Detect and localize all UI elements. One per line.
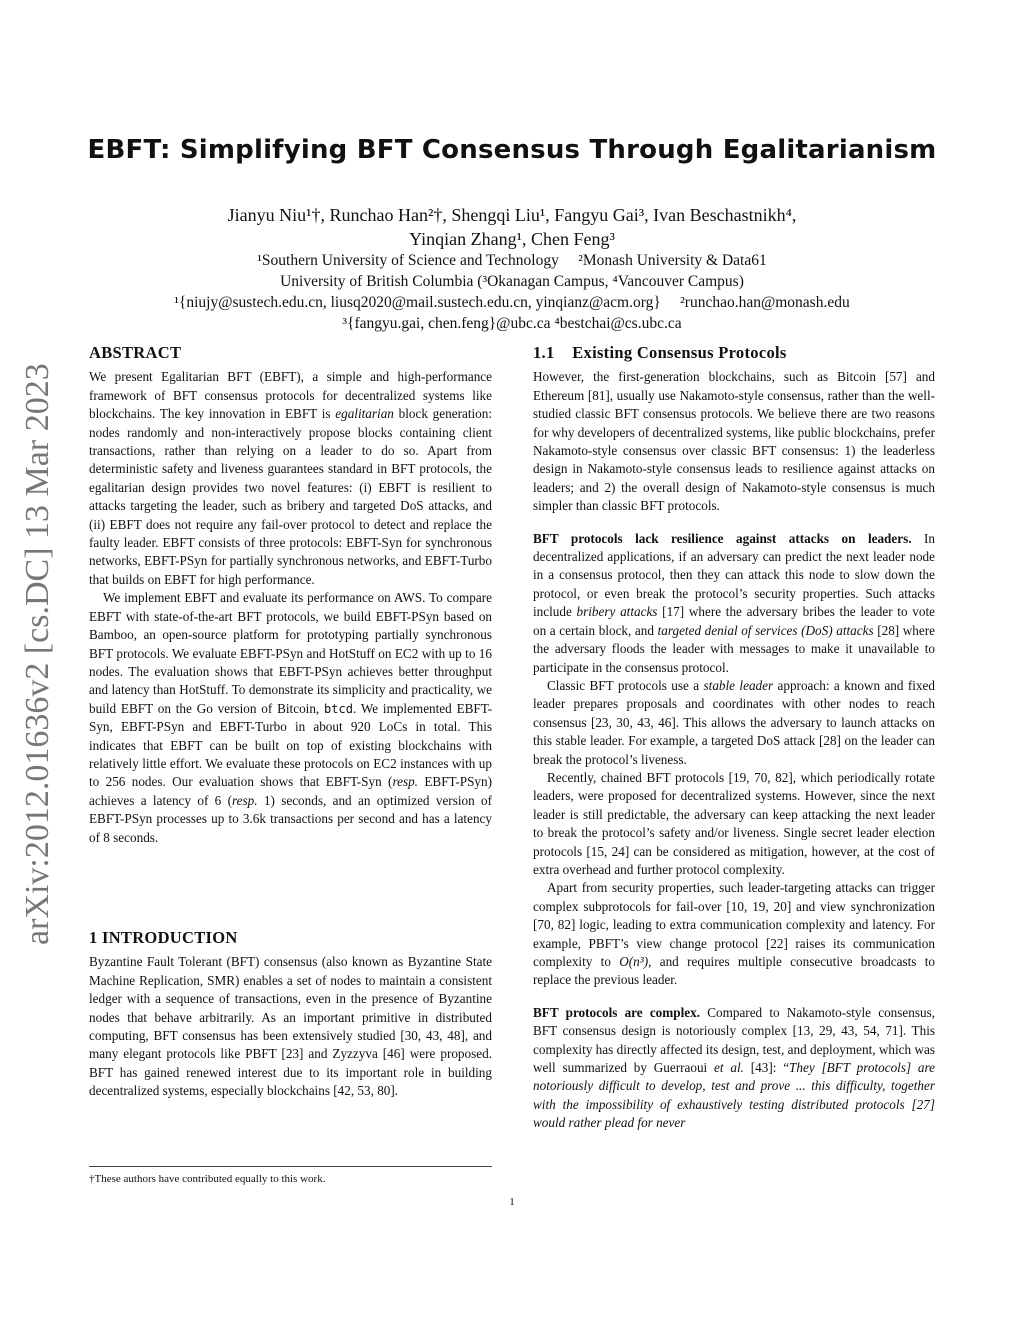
abstract-heading: ABSTRACT	[89, 343, 182, 362]
affiliation-line-1: ¹Southern University of Science and Technology ²Monash University & Data61	[257, 252, 767, 269]
affiliation-line-4: ³{fangyu.gai, chen.feng}@ubc.ca ⁴bestchai@cs.ubc.ca	[342, 315, 682, 332]
section-1-1	[533, 344, 935, 1133]
section-1-1-paragraph-5: Apart from security properties, such leader-targeting attacks can trigger complex subprotocols for fail-over [10, 19, 20] and view synchronization [70, 82] logic, leading to extra communication complexity and latency. For example, PBFT’s view change protocol [22] raises its communication complexity to O(n³), and requires multiple consecutive broadcasts to replace the previous leader.	[533, 880, 935, 988]
section-1-1-paragraph-2: BFT protocols lack resilience against attacks on leaders. In decentralized applications, if an adversary can predict the next leader node in a consensus protocol, then they can attack this node to slow down the protocol, or even break the protocol’s security properties. Such attacks include bribery attacks [17] where the adversary bribes the leader to vote on a certain block, and targeted denial of services (DoS) attacks [28] where the adversary floods the leader with messages to make it unavailable to participate in the consensus protocol.	[533, 530, 936, 675]
abstract-paragraph-1: We present Egalitarian BFT (EBFT), a simple and high-performance framework of BFT consensus protocols for decentralized systems like blockchains. The key innovation in EBFT is egalitarian block generation: nodes randomly and non-interactively propose blocks containing client transactions, rather than relying on a leader to do so. Apart from deterministic safety and liveness guarantees standard in BFT protocols, the egalitarian design provides two novel features: (i) EBFT is resilient to attacks targeting the leader, such as bribery and targeted DoS attacks, and (ii) EBFT does not require any fail-over protocol to detect and replace the faulty leader. EBFT consists of three protocols: EBFT-Syn for synchronous networks, EBFT-PSyn for partially synchronous networks, and EBFT-Turbo that builds on EBFT for high performance.	[89, 369, 492, 587]
paper-title: EBFT: Simplifying BFT Consensus Through Egalitarianism	[87, 135, 937, 165]
section-1-1-paragraph-4: Recently, chained BFT protocols [19, 70, 82], which periodically rotate leaders, were proposed for decentralized systems. However, since the next leader is still predictable, the adversary can keep attacking the next leader to break the protocol’s safety and/or liveness. Single secret leader election protocols [15, 24] can be considered as mitigation, however, at the cost of extra overhead and further protocol complexity.	[533, 769, 935, 877]
section-1-1-paragraph-3: Classic BFT protocols use a stable leader approach: a known and fixed leader prepares proposals and coordinates with other nodes to reach consensus [23, 30, 43, 46]. This allows the adversary to launch attacks on this stable leader. For example, a targeted DoS attack [28] on the leader can break the protocol’s liveness.	[533, 677, 935, 767]
arxiv-identifier: arXiv:2012.01636v2 [cs.DC] 13 Mar 2023	[19, 363, 56, 945]
abstract-paragraph-2: We implement EBFT and evaluate its performance on AWS. To compare EBFT with state-of-the-art BFT protocols, we build EBFT-PSyn based on Bamboo, an open-source platform for prototyping partially synchronous BFT protocols. We evaluate EBFT-PSyn and HotStuff on EC2 with up to 16 nodes. The evaluation shows that EBFT-PSyn achieves better throughput and latency than HotStuff. To demonstrate its simplicity and practicality, we build EBFT on the Go version of Bitcoin, btcd. We implemented EBFT-Syn, EBFT-PSyn and EBFT-Turbo in about 920 LoCs in total. This indicates that EBFT can be built on top of existing blockchains with relatively little effort. We evaluate these protocols on EC2 instances with up to 256 nodes. Our evaluation shows that EBFT-Syn (resp. EBFT-PSyn) achieves a latency of 6 (resp. 1) seconds, and an optimized version of EBFT-PSyn processes up to 3.6k transactions per second and has a latency of 8 seconds.	[89, 590, 493, 845]
introduction-paragraph-1: Byzantine Fault Tolerant (BFT) consensus (also known as Byzantine State Machine Replication, SMR) enables a set of nodes to maintain a consistent ledger with a sequence of transactions, even in the presence of Byzantine nodes that behave arbitrarily. As an important primitive in distributed computing, BFT consensus has been extensively studied [30, 43, 48], and many elegant protocols like PBFT [23] and Zyzzyva [46] were proposed. BFT has gained renewed interest due to its important role in building decentralized systems, especially blockchains [42, 53, 80].	[89, 954, 492, 1099]
affiliation-line-3: ¹{niujy@sustech.edu.cn, liusq2020@mail.sustech.edu.cn, yinqianz@acm.org} ²runchao.han@monash.edu	[174, 294, 850, 311]
footnote-rule	[89, 1166, 492, 1167]
affiliations	[0, 250, 1024, 334]
introduction-section	[89, 929, 492, 1101]
abstract-section	[89, 344, 492, 847]
authors-line-2: Yinqian Zhang¹, Chen Feng³	[409, 229, 615, 249]
introduction-heading: 1 INTRODUCTION	[89, 928, 238, 947]
footnote: †These authors have contributed equally to this work.	[89, 1173, 326, 1185]
section-1-1-paragraph-1: However, the first-generation blockchains, such as Bitcoin [57] and Ethereum [81], usually use Nakamoto-style consensus, rather than the well-studied classic BFT consensus protocols. We believe there are two reasons for why developers of decentralized systems, like public blockchains, prefer Nakamoto-style consensus over classic BFT consensus: 1) the leaderless design in Nakamoto-style consensus leads to resilience against attacks on leaders; and 2) the overall design of Nakamoto-style consensus is much simpler than classic BFT protocols.	[533, 369, 935, 514]
section-1-1-heading: 1.1 Existing Consensus Protocols	[533, 343, 787, 362]
author-list	[0, 203, 1024, 251]
affiliation-line-2: University of British Columbia (³Okanagan Campus, ⁴Vancouver Campus)	[280, 273, 744, 290]
authors-line-1: Jianyu Niu¹†, Runchao Han²†, Shengqi Liu¹, Fangyu Gai³, Ivan Beschastnikh⁴,	[227, 205, 797, 225]
section-1-1-paragraph-6: BFT protocols are complex. Compared to Nakamoto-style consensus, BFT consensus design is notoriously complex [13, 29, 43, 54, 71]. This complexity has directly affected its design, test, and deployment, which was well summarized by Guerraoui et al. [43]: “They [BFT protocols] are notoriously difficult to develop, test and prove ... this difficulty, together with the impossibility of exhaustively testing distributed protocols [27] would rather plead for never	[533, 1004, 935, 1131]
page-number: 1	[509, 1196, 515, 1208]
